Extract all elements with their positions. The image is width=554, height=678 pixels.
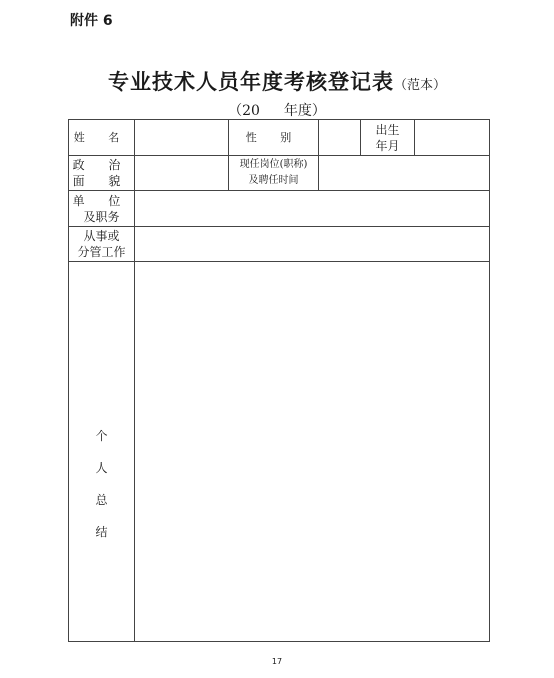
year-line [0, 100, 554, 120]
title-text: 专业技术人员年度考核登记表 [107, 69, 394, 94]
position-label-cell [229, 156, 318, 190]
unit-value-cell[interactable] [135, 191, 489, 226]
birth-label-line1: 出生 [375, 122, 400, 137]
title-note: （范本） [393, 78, 446, 93]
summary-label-cell [69, 262, 134, 641]
position-value-cell[interactable] [319, 156, 489, 190]
gender-label-cell [229, 120, 318, 155]
political-label-cell [69, 156, 134, 190]
year-suffix: 年度） [283, 103, 326, 119]
work-label-line2: 分管工作 [77, 245, 126, 259]
form-title [0, 66, 554, 96]
gender-label: 性 别 [245, 130, 302, 144]
summary-char: 结 [95, 524, 108, 539]
position-label-line1: 现任岗位(职称) [239, 159, 308, 170]
summary-char: 人 [95, 460, 108, 475]
table-border-right [489, 119, 490, 642]
gender-value-cell[interactable] [319, 120, 360, 155]
name-label: 姓 名 [73, 130, 130, 144]
year-prefix: （20 [228, 103, 260, 119]
work-value-cell[interactable] [135, 227, 489, 261]
page-number: 17 [271, 657, 283, 666]
name-value-cell[interactable] [135, 120, 228, 155]
political-label-line2: 面 貌 [72, 174, 131, 188]
unit-label-line1: 单 位 [72, 193, 131, 208]
birth-label-cell [361, 120, 414, 155]
political-label-line1: 政 治 [72, 158, 131, 172]
unit-label-line2: 及职务 [83, 209, 120, 224]
attachment-label: 附件 6 [70, 13, 113, 29]
birth-value-cell[interactable] [415, 120, 489, 155]
summary-char: 总 [95, 492, 108, 507]
work-label-cell [69, 227, 134, 261]
work-label-line1: 从事或 [83, 229, 120, 243]
position-label-line2: 及聘任时间 [248, 175, 299, 186]
political-value-cell[interactable] [135, 156, 228, 190]
table-border-bottom [68, 641, 490, 642]
name-label-cell [69, 120, 134, 155]
summary-char: 个 [95, 428, 108, 443]
birth-label-line2: 年月 [375, 138, 400, 153]
unit-label-cell [69, 191, 134, 226]
summary-value-cell[interactable] [135, 262, 489, 641]
